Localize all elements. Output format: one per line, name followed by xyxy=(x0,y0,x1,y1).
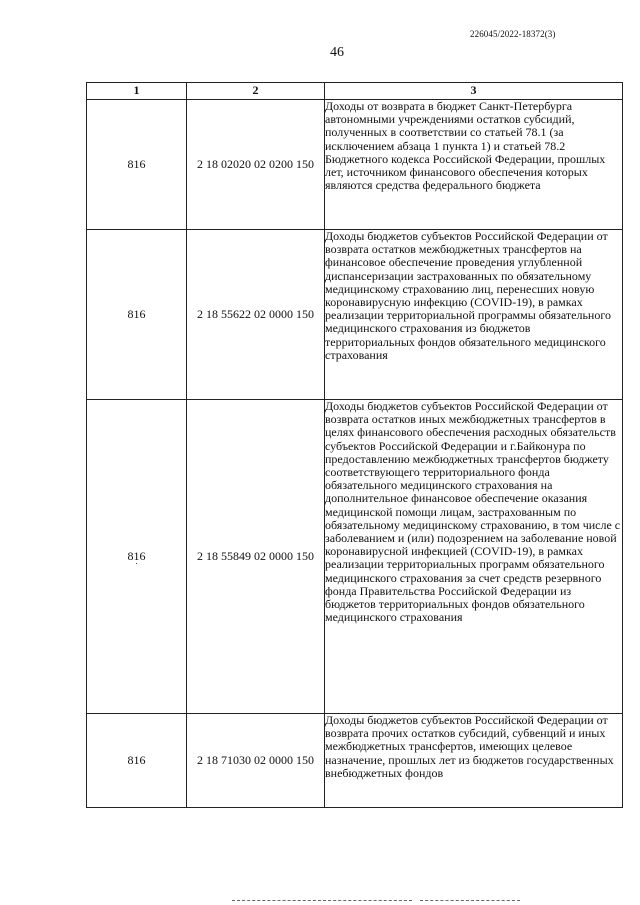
page-number: 46 xyxy=(330,45,344,60)
admin-code-cell: 816 xyxy=(87,714,187,808)
table-row xyxy=(87,400,623,714)
kbk-code-cell: 2 18 02020 02 0200 150 xyxy=(187,100,325,230)
description-cell: Доходы от возврата в бюджет Санкт-Петербурга автономными учреждениями остатков субсидий, полученных в соответствии со статьей 78.1 (за исключением абзаца 1 пункта 1) и статьей 78.2 Бюджетного кодекса Российской Федерации, прошлых лет, источником финансового обеспечения которых являются средства федерального бюджета xyxy=(325,100,623,230)
table-row xyxy=(87,100,623,230)
description-cell: Доходы бюджетов субъектов Российской Федерации от возврата остатков межбюджетных трансфертов на финансовое обеспечение проведения углубленной диспансеризации застрахованных по обязательному медицинскому страхованию лиц, перенесших новую коронавирусную инфекцию (COVID-19), в рамках реализации территориальной программы обязательного медицинского страхования из бюджетов территориальных фондов обязательного медицинского страхования xyxy=(325,230,623,400)
kbk-code-cell: 2 18 55849 02 0000 150 xyxy=(187,400,325,714)
description-cell: Доходы бюджетов субъектов Российской Федерации от возврата прочих остатков субсидий, субвенций и иных межбюджетных трансфертов, имеющих целевое назначение, прошлых лет из бюджетов государственных внебюджетных фондов xyxy=(325,714,623,808)
description-cell: Доходы бюджетов субъектов Российской Федерации от возврата остатков иных межбюджетных трансфертов в целях финансового обеспечения расходных обязательств субъектов Российской Федерации и г.Байконура по предоставлению межбюджетных трансфертов бюджету соответствующего территориального фонда обязательного медицинского страхования на дополнительное финансовое обеспечение оказания медицинской помощи лицам, застрахованным по обязательному медицинскому страхованию, в том числе с заболеванием и (или) подозрением на заболевание новой коронавирусной инфекцией (COVID-19), в рамках реализации территориальных программ обязательного медицинского страхования за счет средств резервного фонда Правительства Российской Федерации из бюджетов территориальных фондов обязательного медицинского страхования xyxy=(325,400,623,714)
column-header-1: 1 xyxy=(87,83,187,100)
footer-rule xyxy=(232,900,412,902)
kbk-code-cell: 2 18 71030 02 0000 150 xyxy=(187,714,325,808)
kbk-code-cell: 2 18 55622 02 0000 150 xyxy=(187,230,325,400)
footer-rule xyxy=(420,900,520,902)
column-header-3: 3 xyxy=(325,83,623,100)
table-row xyxy=(87,714,623,808)
scan-speck xyxy=(136,563,137,564)
column-header-2: 2 xyxy=(187,83,325,100)
document-id: 226045/2022-18372(3) xyxy=(470,29,556,39)
table-row xyxy=(87,230,623,400)
admin-code-cell: 816 xyxy=(87,400,187,714)
admin-code-cell: 816 xyxy=(87,100,187,230)
revenue-table xyxy=(86,82,623,808)
admin-code-cell: 816 xyxy=(87,230,187,400)
table-header-row xyxy=(87,83,623,100)
